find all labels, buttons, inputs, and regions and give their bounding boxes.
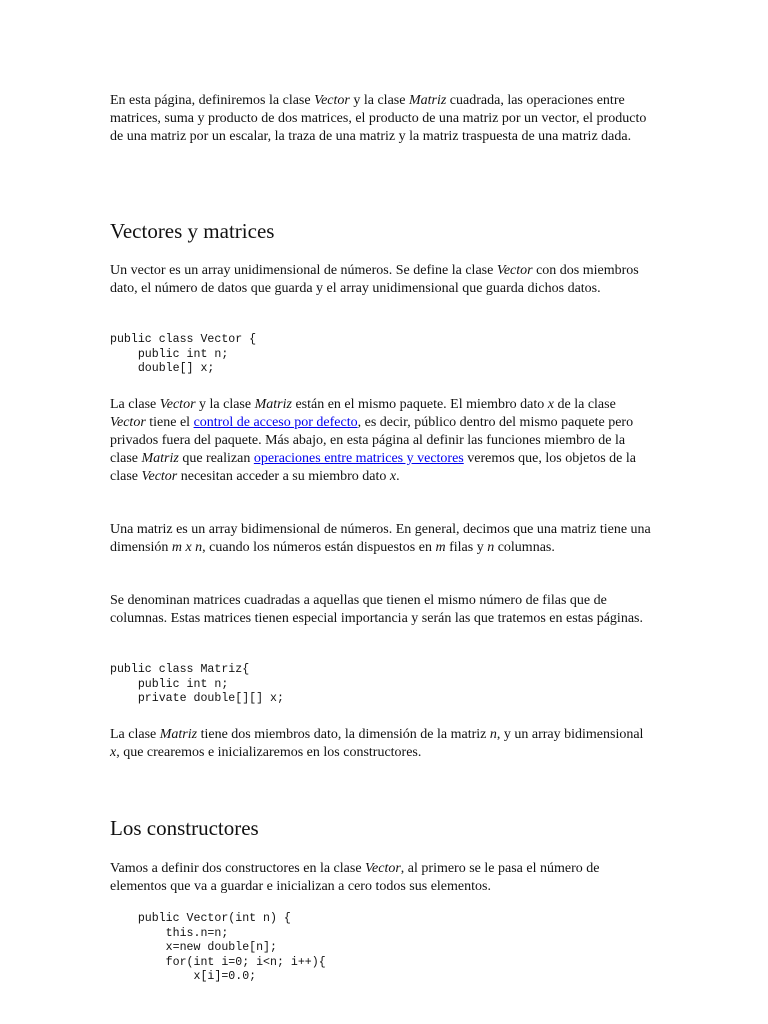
link-operaciones-matrices-vectores[interactable]: operaciones entre matrices y vectores — [253, 451, 464, 466]
text-run: columnas. — [494, 540, 555, 555]
code-block-matriz-class: public class Matriz{ public int n; private double[][] x; — [110, 663, 284, 706]
text-run: que realizan — [178, 451, 254, 466]
member-name-x: x — [547, 397, 554, 412]
member-name-x: x — [389, 469, 397, 484]
code-block-vector-constructor: public Vector(int n) { this.n=n; x=new double[n]; for(int i=0; i<n; i++){ x[i]=0.0; — [137, 912, 326, 984]
text-run: , al primero se le pasa el número de elementos que va a guardar e inicializan a cero todos sus elementos. — [110, 861, 600, 894]
text-run: veremos que, los objetos de la clase — [110, 451, 636, 484]
class-name-matriz: Matriz — [254, 397, 292, 412]
matriz-members-paragraph — [110, 726, 655, 762]
text-run: , que crearemos e inicializaremos en los constructores. — [116, 745, 422, 760]
class-name-vector: Vector — [141, 469, 178, 484]
text-run: Una matriz es un array bidimensional de números. En general, decimos que una matriz tiene una dimensión — [110, 522, 651, 555]
text-run: La clase — [110, 727, 160, 742]
code-block-vector-class: public class Vector { public int n; double[] x; — [110, 333, 257, 376]
class-name-vector: Vector — [314, 93, 350, 108]
matrix-definition-paragraph — [110, 521, 655, 557]
text-run: . — [396, 469, 400, 484]
text-run: , y un array bidimensional — [496, 727, 644, 742]
class-name-matriz: Matriz — [159, 727, 198, 742]
class-name-vector: Vector — [496, 263, 533, 278]
variable-n: n — [487, 540, 495, 555]
package-access-paragraph — [110, 396, 655, 486]
text-run: cuadrada, las operaciones entre matrices, suma y producto de dos matrices, el producto de una matriz por un vector, el producto de una matriz por un escalar, la traza de una matriz y la matriz traspuesta de una matriz dada. — [110, 93, 647, 144]
text-run: filas y — [445, 540, 488, 555]
intro-paragraph — [110, 92, 655, 146]
class-name-matriz: Matriz — [141, 451, 179, 466]
class-name-vector: Vector — [365, 861, 401, 876]
text-run: necesitan acceder a su miembro dato — [177, 469, 390, 484]
text-run: están en el mismo paquete. El miembro dato — [291, 397, 548, 412]
class-name-vector: Vector — [110, 415, 146, 430]
text-run: En esta página, definiremos la clase — [110, 93, 315, 108]
text-run: y la clase — [195, 397, 255, 412]
text-run: tiene el — [145, 415, 194, 430]
text-run: con dos miembros dato, el número de datos que guarda y el array unidimensional que guarda dichos datos. — [110, 263, 639, 296]
class-name-matriz: Matriz — [408, 93, 447, 108]
text-run: tiene dos miembros dato, la dimensión de la matriz — [197, 727, 490, 742]
text-run: de la clase — [554, 397, 616, 412]
link-control-de-acceso[interactable]: control de acceso por defecto — [193, 415, 358, 430]
section-heading-vectores-y-matrices: Vectores y matrices — [110, 219, 275, 243]
vector-definition-paragraph — [110, 262, 655, 298]
text-run: La clase — [110, 397, 160, 412]
dimension-m-x-n: m x n — [171, 540, 203, 555]
section-heading-los-constructores: Los constructores — [110, 816, 259, 840]
text-run: y la clase — [349, 93, 409, 108]
text-run: , es decir, público dentro del mismo paquete pero privados fuera del paquete. Más abajo, en esta página al definir las funciones miembro de la clase — [110, 415, 634, 466]
square-matrices-paragraph: Se denominan matrices cuadradas a aquellas que tienen el mismo número de filas que de columnas. Estas matrices tienen especial importancia y serán las que tratemos en estas páginas. — [110, 593, 643, 626]
constructors-paragraph — [110, 860, 655, 896]
text-run: Un vector es un array unidimensional de números. Se define la clase — [110, 263, 497, 278]
class-name-vector: Vector — [159, 397, 196, 412]
member-name-x: x — [110, 745, 117, 760]
text-run: Vamos a definir dos constructores en la clase — [110, 861, 366, 876]
text-run: , cuando los números están dispuestos en — [202, 540, 436, 555]
variable-n: n — [489, 727, 497, 742]
variable-m: m — [435, 540, 446, 555]
